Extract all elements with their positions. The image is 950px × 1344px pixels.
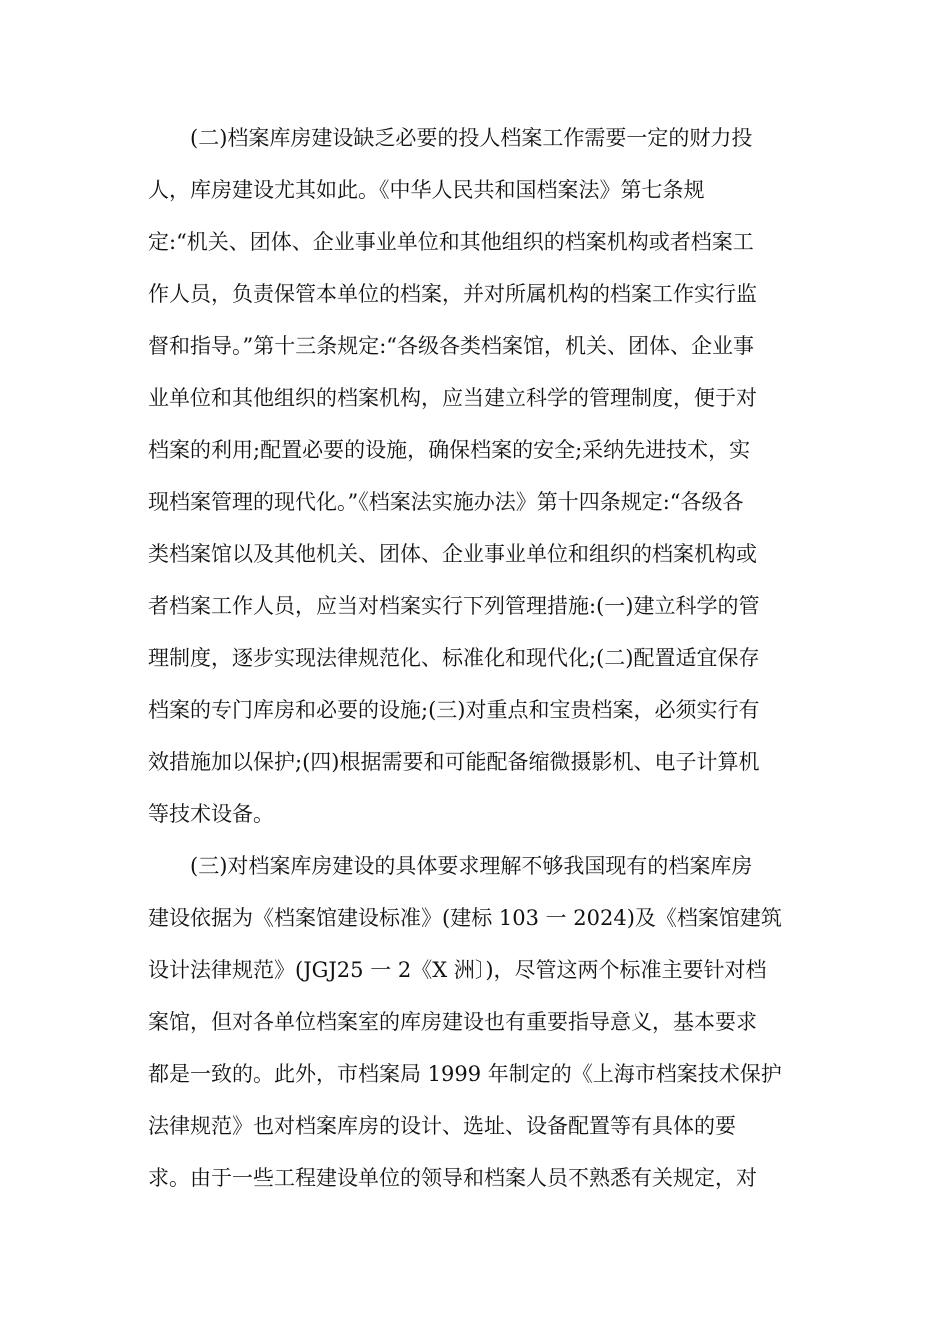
text-line: (二)档案库房建设缺乏必要的投人档案工作需要一定的财力投	[190, 126, 753, 150]
text-line: 效措施加以保护;(四)根据需要和可能配备缩微摄影机、电子计算机	[148, 750, 760, 774]
text-line: (三)对档案库房建设的具体要求理解不够我国现有的档案库房	[190, 854, 753, 878]
text-line: 者档案工作人员，应当对档案实行下列管理措施:(一)建立科学的管	[148, 594, 760, 618]
text-line: 法律规范》也对档案库房的设计、选址、设备配置等有具体的要	[148, 1114, 736, 1138]
text-line: 求。由于一些工程建设单位的领导和档案人员不熟悉有关规定，对	[148, 1166, 757, 1190]
text-line: 现档案管理的现代化。”《档案法实施办法》第十四条规定:“各级各	[148, 490, 744, 514]
text-line: 人，库房建设尤其如此。《中华人民共和国档案法》第七条规	[148, 178, 705, 202]
text-line: 档案的专门库房和必要的设施;(三)对重点和宝贵档案，必须实行有	[148, 698, 760, 722]
text-line: 业单位和其他组织的档案机构，应当建立科学的管理制度，便于对	[148, 386, 757, 410]
text-line: 案馆，但对各单位档案室的库房建设也有重要指导意义，基本要求	[148, 1010, 757, 1034]
text-line: 定:“机关、团体、企业事业单位和其他组织的档案机构或者档案工	[148, 230, 754, 254]
text-line: 建设依据为《档案馆建设标准》(建标 103 一 2024)及《档案馆建筑	[148, 906, 782, 930]
text-line: 理制度，逐步实现法律规范化、标准化和现代化;(二)配置适宜保存	[148, 646, 760, 670]
text-line: 类档案馆以及其他机关、团体、企业事业单位和组织的档案机构或	[148, 542, 757, 566]
text-line: 督和指导。”第十三条规定:“各级各类档案馆，机关、团体、企业事	[148, 334, 755, 358]
text-line: 都是一致的。此外，市档案局 1999 年制定的《上海市档案技术保护	[148, 1062, 782, 1086]
text-line: 设计法律规范》(JGJ25 一 2《X 洲〕)，尽管这两个标准主要针对档	[148, 958, 767, 982]
text-line: 档案的利用;配置必要的设施，确保档案的安全;采纳先进技术，实	[148, 438, 751, 462]
text-line: 等技术设备。	[148, 802, 274, 826]
text-line: 作人员，负责保管本单位的档案，并对所属机构的档案工作实行监	[148, 282, 757, 306]
